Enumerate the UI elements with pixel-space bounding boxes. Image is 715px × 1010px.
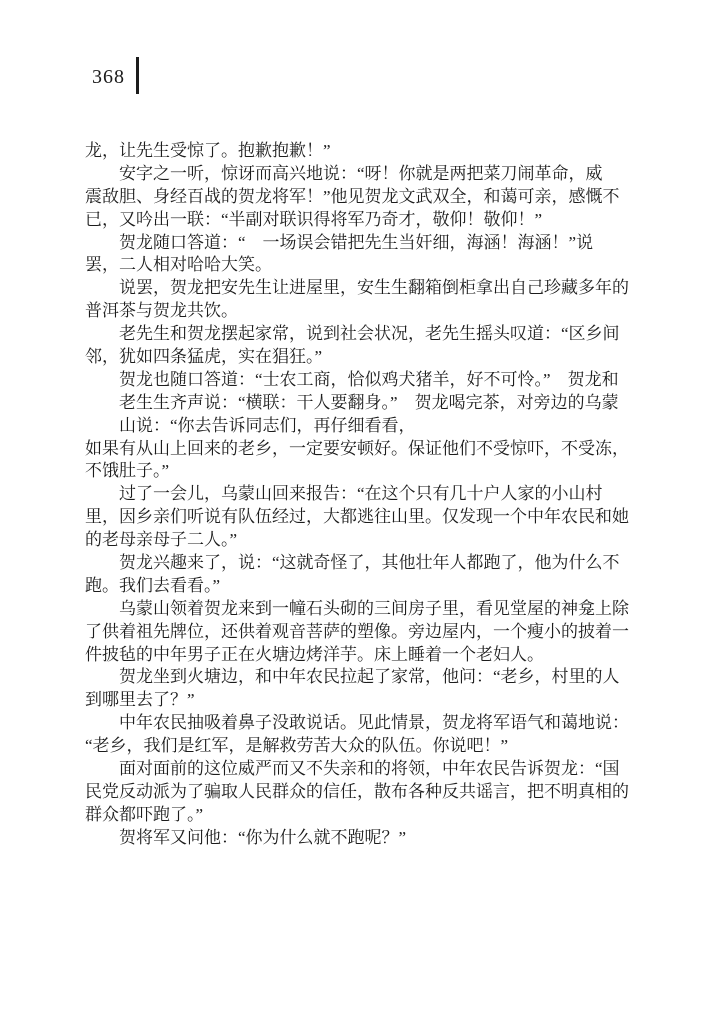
- text-line: 老先生和贺龙摆起家常，说到社会状况，老先生摇头叹道：“区乡间: [85, 324, 620, 344]
- text-line: 到哪里去了？”: [85, 690, 195, 710]
- text-line: 邻，犹如四条猛虎，实在猖狂。”: [85, 347, 323, 367]
- text-line: 说罢，贺龙把安先生让进屋里，安生生翻箱倒柜拿出自己珍藏多年的: [85, 278, 629, 298]
- text-line: 安字之一听，惊讶而高兴地说：“呀！你就是两把菜刀闹革命，威: [85, 163, 603, 183]
- text-line: 贺龙也随口答道：“士农工商，恰似鸡犬猪羊，好不可怜。” 贺龙和: [85, 369, 619, 389]
- text-line: “老乡，我们是红军，是解救劳苦大众的队伍。你说吧！”: [85, 736, 509, 756]
- page-number-divider: [136, 57, 139, 94]
- text-line: 乌蒙山领着贺龙来到一幢石头砌的三间房子里，看见堂屋的神龛上除: [85, 598, 629, 618]
- text-line: 贺龙兴趣来了，说：“这就奇怪了，其他壮年人都跑了，他为什么不: [85, 553, 620, 573]
- text-line: 已，又吟出一联：“半副对联识得将军乃奇才，敬仰！敬仰！”: [85, 209, 543, 229]
- text-line: 龙，让先生受惊了。抱歉抱歉！”: [85, 141, 331, 160]
- text-line: 贺龙随口答道：“ 一场误会错把先生当奸细，海涵！海涵！”说: [85, 232, 594, 252]
- text-line: 罢，二人相对哈哈大笑。: [85, 255, 272, 275]
- text-line: 如果有从山上回来的老乡，一定要安顿好。保证他们不受惊吓，不受冻，: [85, 438, 629, 458]
- page-number: 368: [92, 66, 125, 88]
- text-line: 山说：“你去告诉同志们，再仔细看看，: [85, 415, 416, 435]
- text-line: 贺龙坐到火塘边，和中年农民拉起了家常，他问：“老乡，村里的人: [85, 667, 620, 687]
- text-line: 普洱茶与贺龙共饮。: [85, 301, 238, 321]
- text-line: 贺将军又问他：“你为什么就不跑呢？”: [85, 827, 407, 847]
- text-line: 件披毡的中年男子正在火塘边烤洋芋。床上睡着一个老妇人。: [85, 644, 544, 664]
- text-line: 的老母亲母子二人。”: [85, 530, 238, 550]
- page-text: [85, 140, 641, 850]
- text-line: 过了一会儿，乌蒙山回来报告：“在这个只有几十户人家的小山村: [85, 484, 603, 504]
- text-line: 跑。我们去看看。”: [85, 575, 221, 595]
- text-line: 了供着祖先牌位，还供着观音菩萨的塑像。旁边屋内，一个瘦小的披着一: [85, 621, 629, 641]
- text-line: 面对面前的这位威严而又不失亲和的将领，中年农民告诉贺龙：“国: [85, 759, 620, 779]
- page-header: [92, 56, 139, 94]
- text-line: 群众都吓跑了。”: [85, 804, 204, 824]
- text-line: 震敌胆、身经百战的贺龙将军！”他见贺龙文武双全，和蔼可亲，感慨不: [85, 186, 620, 206]
- text-line: 不饿肚子。”: [85, 461, 170, 481]
- text-line: 中年农民抽吸着鼻子没敢说话。见此情景，贺龙将军语气和蔼地说：: [85, 713, 629, 733]
- text-line: 老生生齐声说：“横联：干人要翻身。” 贺龙喝完茶，对旁边的乌蒙: [85, 392, 619, 412]
- text-line: 里，因乡亲们听说有队伍经过，大都逃往山里。仅发现一个中年农民和她: [85, 507, 629, 527]
- text-line: 民党反动派为了骗取人民群众的信任，散布各种反共谣言，把不明真相的: [85, 781, 629, 801]
